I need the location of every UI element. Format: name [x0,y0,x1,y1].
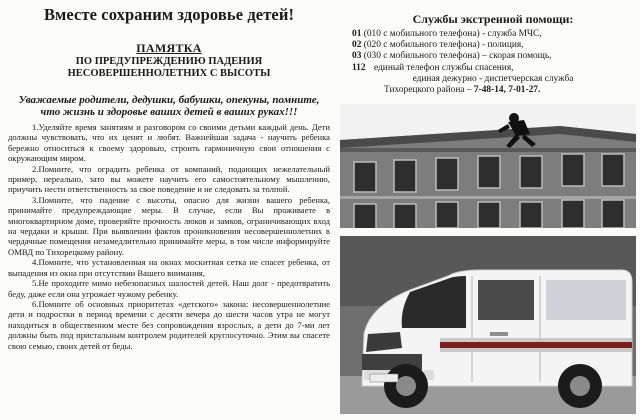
main-title: Вместе сохраним здоровье детей! [43,5,295,24]
service-item-112 [352,63,634,74]
service-item-ambulance [352,51,634,62]
district-phones-line [352,85,634,96]
memo-body [8,122,330,351]
service-text: единый телефон службы спасения, [374,62,514,73]
services-list [352,29,634,96]
memo-paragraph: 3.Помните, что падение с высоты, опасно для жизни вашего ребенка, принимайте предупреждающие меры. В случае, если Вы проживаете в многоквартирном доме, проверяйте прочность люков и замков, ограничивающих вход на чердаки и крыши. При выявлении фактов проникновения несовершеннолетних в чердачные помещения незамедлительно принимайте меры, в том числе информируйте ОМВД по Тихорецкому району. [8,194,330,257]
memo-paragraph: 2.Помните, что оградить ребенка от компаний, подающих нежелательный пример, нереально, зато вы можете научить его самостоятельному мышлению, приучить нести ответственность за свое поведение и не следовать за толпой. [8,163,330,195]
memo-column [8,4,330,351]
service-number: 03 [352,51,362,62]
service-text: (020 с мобильного телефона) - полиция, [361,40,524,51]
memo-paragraph: 5.Не проходите мимо небезопасных шалостей детей. Наш долг - предотвратить беду, даже если она угрожает чужому ребенку. [8,278,330,299]
service-number: 112 [352,62,366,73]
dispatch-service-line: единая дежурно - диспетчерская служба [412,73,574,84]
photo-ambulance-van [340,236,636,414]
service-text: (030 с мобильного телефона) – скорая помощь, [361,51,552,62]
photo-child-on-roof [340,104,636,228]
service-text: (010 с мобильного телефона) - служба МЧС, [361,29,542,39]
services-column [352,4,634,96]
services-title: Службы экстренной помощи: [412,12,574,26]
memo-subtitle-line1: ПО ПРЕДУПРЕЖДЕНИЮ ПАДЕНИЯ [75,56,263,67]
district-phones: 7-48-14, 7-01-27. [473,85,541,96]
memo-title: ПАМЯТКА [136,41,202,55]
district-label: Тихорецкого района – [384,85,474,96]
memo-paragraph: 1.Уделяйте время занятиям и разговором со своими детьми каждый день. Дети должны чувствовать, что их ценят и любят. Важнейшая задача - научить ребенка бережно относиться к своему здоровью, строить гармоничную свои отношения с окружающим миром. [8,122,330,164]
service-item-police [352,40,634,51]
service-number: 01 [352,29,362,39]
service-number: 02 [352,40,362,51]
service-item-mchs [352,29,634,40]
memo-subtitle-line2: НЕСОВЕРШЕННОЛЕТНИХ С ВЫСОТЫ [67,68,271,79]
parents-address: Уважаемые родители, дедушки, бабушки, опекуны, помните, что жизнь и здоровье ваших детей в ваших руках!!! [18,94,320,118]
memo-paragraph: 6.Помните об основных приоритетах «детского» закона: несовершеннолетние дети и подростки в период времени с десяти вечера до шести часов утра не могут находиться в общественном месте без сопровождения взрослых, а дети до 7-ми лет должны быть под пристальным контролем родителей круглосуточно. Этим вы спасете свою семью, своих детей от беды. [8,298,330,351]
memo-paragraph: 4.Помните, что установленная на окнах москитная сетка не спасет ребенка, от выпадения из окна при отсутствии Вашего внимания, [8,257,330,278]
